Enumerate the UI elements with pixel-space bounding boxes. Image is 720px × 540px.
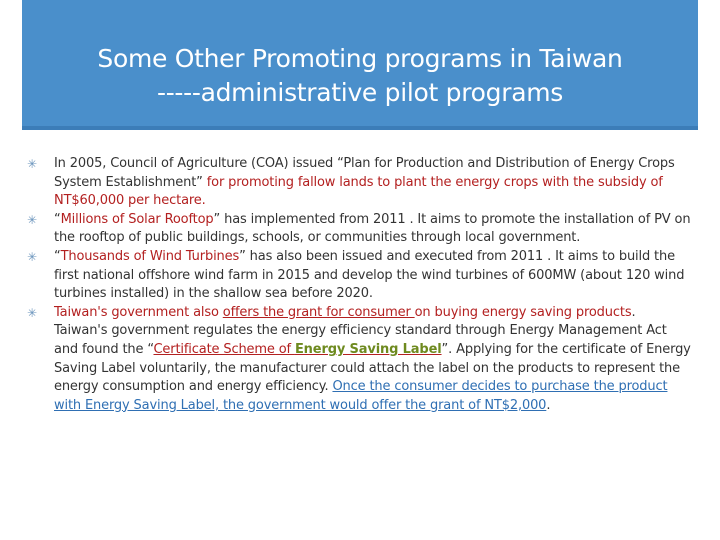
- title-line-1: Some Other Promoting programs in Taiwan: [97, 44, 623, 73]
- bullet-4-text-c: on buying energy saving products: [414, 304, 632, 320]
- bullet-1-text-a: In 2005, Council of Agriculture (COA) issued “Plan for Production and Distribution of Energy Crops System Establishment”: [54, 156, 675, 190]
- bullet-4-grant-link[interactable]: Once the consumer decides to purchase the product with Energy Saving Label, the government would offer the grant of NT$2,000: [54, 379, 668, 413]
- bullet-item: [27, 211, 692, 248]
- bullet-4-certificate-scheme: Certificate Scheme of: [153, 341, 295, 357]
- asterisk-bullet-icon: ✳: [27, 212, 37, 227]
- bullet-4-text-d: . Taiwan's government regulates the energy efficiency standard through Energy Management Act and found the “: [54, 304, 667, 357]
- bullet-4-text-g: ”. Applying for the certificate of Energy Saving Label voluntarily, the manufacturer could attach the label on the products to represent the energy consumption and energy efficiency.: [54, 341, 691, 395]
- asterisk-bullet-icon: ✳: [27, 157, 37, 171]
- bullet-3-text-c: ” has also been issued and executed from 2011 . It aims to build the first national offshore wind farm in 2015 and develop the wind turbines of 600MW (about 120 wind turbines installed) in the shallow sea before 2020.: [54, 248, 685, 302]
- bullet-3-text-a: “: [54, 248, 61, 264]
- asterisk-bullet-icon: ✳: [27, 249, 37, 264]
- bullet-list: [27, 155, 692, 415]
- bullet-4-text-i: .: [546, 397, 551, 413]
- bullet-item: [27, 248, 692, 304]
- bullet-2-text-a: “: [54, 211, 61, 227]
- bullet-1-text-b: for promoting fallow lands to plant the energy crops with the subsidy of NT$60,000 per hectare.: [54, 174, 663, 209]
- bullet-item: [27, 304, 692, 416]
- title-line-2: -----administrative pilot programs: [156, 78, 564, 107]
- page-title: [0, 42, 720, 110]
- bullet-item: [27, 155, 692, 211]
- bullet-4-text-a: Taiwan's government also: [54, 304, 223, 320]
- bullet-2-text-c: ” has implemented from 2011 . It aims to promote the installation of PV on the rooftop of public buildings, schools, or communities through local government.: [54, 211, 691, 246]
- bullet-2-highlight: Millions of Solar Rooftop: [60, 211, 214, 227]
- bullet-3-highlight: Thousands of Wind Turbines: [60, 248, 240, 264]
- bullet-4-energy-saving-label: Energy Saving Label: [294, 341, 442, 357]
- bullet-4-underlined: offers the grant for consumer: [222, 304, 415, 320]
- asterisk-bullet-icon: ✳: [27, 305, 37, 320]
